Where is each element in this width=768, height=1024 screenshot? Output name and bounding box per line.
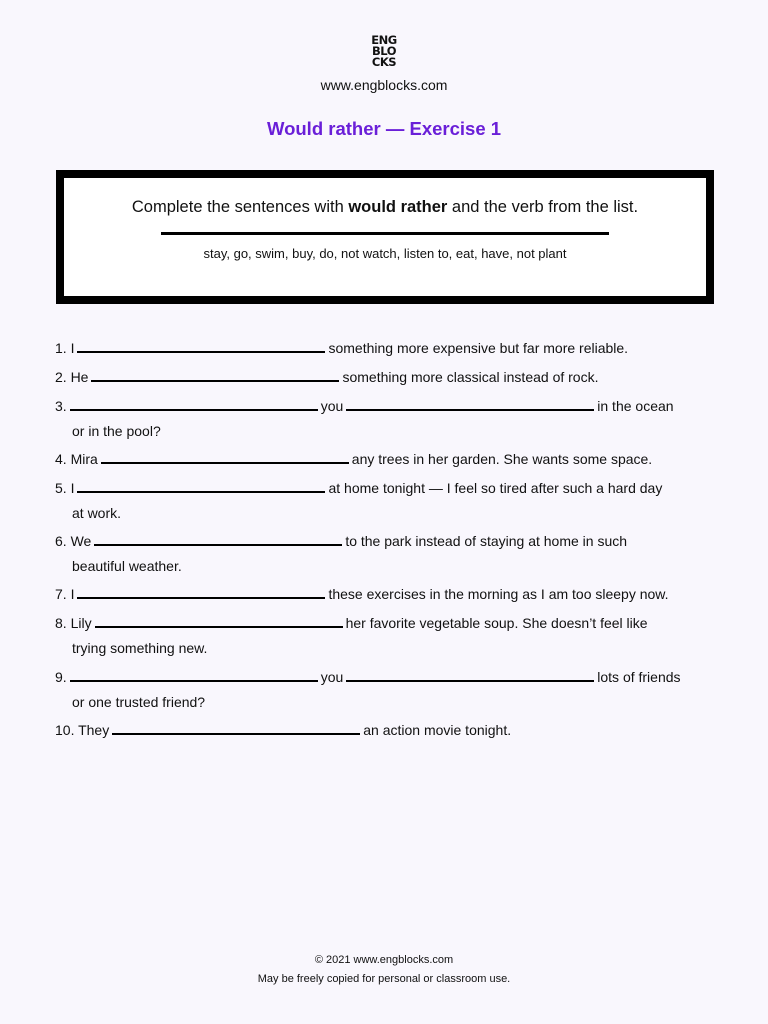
exercise-1	[55, 336, 715, 361]
logo-line: ENG	[371, 33, 397, 47]
answer-blank[interactable]	[77, 479, 325, 493]
ex-cont: or one trusted friend?	[72, 694, 206, 710]
ex-num: 6. We	[55, 533, 92, 549]
word-list: stay, go, swim, buy, do, not watch, listen to, eat, have, not plant	[203, 246, 567, 261]
footer-copyright: © 2021 www.engblocks.com	[314, 954, 454, 966]
ex-num: 3.	[55, 398, 67, 414]
instr-after: and the verb from the list.	[447, 198, 639, 216]
site-url: www.engblocks.com	[320, 77, 448, 93]
instr-bold: would rather	[348, 198, 448, 216]
answer-blank[interactable]	[70, 668, 318, 682]
ex-num: 7. I	[55, 586, 75, 602]
footer-license: May be freely copied for personal or classroom use.	[257, 973, 511, 985]
ex-text: her favorite vegetable soup. She doesn’t feel like	[345, 615, 648, 631]
ex-text: something more expensive but far more reliable.	[328, 340, 629, 356]
exercise-6	[55, 529, 715, 579]
ex-text: something more classical instead of rock.	[342, 369, 599, 385]
answer-blank[interactable]	[70, 397, 318, 411]
answer-blank[interactable]	[346, 397, 594, 411]
engblocks-logo	[368, 35, 400, 68]
ex-cont: beautiful weather.	[72, 558, 182, 574]
answer-blank[interactable]	[77, 585, 325, 599]
answer-blank[interactable]	[101, 450, 349, 464]
logo-line: BLO	[372, 44, 396, 58]
ex-num: 10. They	[55, 722, 110, 738]
page-title: Would rather — Exercise 1	[266, 118, 502, 139]
ex-cont: or in the pool?	[72, 423, 161, 439]
answer-blank[interactable]	[94, 532, 342, 546]
answer-blank[interactable]	[112, 721, 360, 735]
divider	[161, 232, 609, 235]
exercise-2	[55, 365, 715, 390]
exercise-3	[55, 394, 715, 444]
exercise-5	[55, 476, 715, 526]
ex-num: 9.	[55, 669, 67, 685]
answer-blank[interactable]	[346, 668, 594, 682]
ex-mid: you	[320, 398, 344, 414]
instr-before: Complete the sentences with	[131, 198, 349, 216]
exercise-8	[55, 611, 715, 661]
exercise-10	[55, 718, 715, 743]
ex-mid: you	[320, 669, 344, 685]
ex-num: 8. Lily	[55, 615, 92, 631]
ex-num: 5. I	[55, 480, 75, 496]
answer-blank[interactable]	[77, 339, 325, 353]
exercise-4	[55, 447, 715, 472]
ex-text: at home tonight — I feel so tired after such a hard day	[328, 480, 663, 496]
instructions-box	[56, 170, 714, 304]
ex-text: any trees in her garden. She wants some space.	[351, 451, 653, 467]
ex-text: these exercises in the morning as I am too sleepy now.	[328, 586, 669, 602]
ex-cont: at work.	[72, 505, 122, 521]
ex-num: 2. He	[55, 369, 89, 385]
ex-cont: trying something new.	[72, 640, 208, 656]
ex-text: to the park instead of staying at home in such	[345, 533, 628, 549]
exercise-7	[55, 582, 715, 607]
ex-num: 4. Mira	[55, 451, 98, 467]
ex-num: 1. I	[55, 340, 75, 356]
answer-blank[interactable]	[91, 368, 339, 382]
ex-text: in the ocean	[597, 398, 674, 414]
instructions-text	[64, 198, 706, 217]
exercise-9	[55, 665, 715, 715]
ex-text: an action movie tonight.	[363, 722, 512, 738]
answer-blank[interactable]	[95, 614, 343, 628]
ex-text: lots of friends	[597, 669, 681, 685]
logo-line: CKS	[371, 55, 397, 69]
